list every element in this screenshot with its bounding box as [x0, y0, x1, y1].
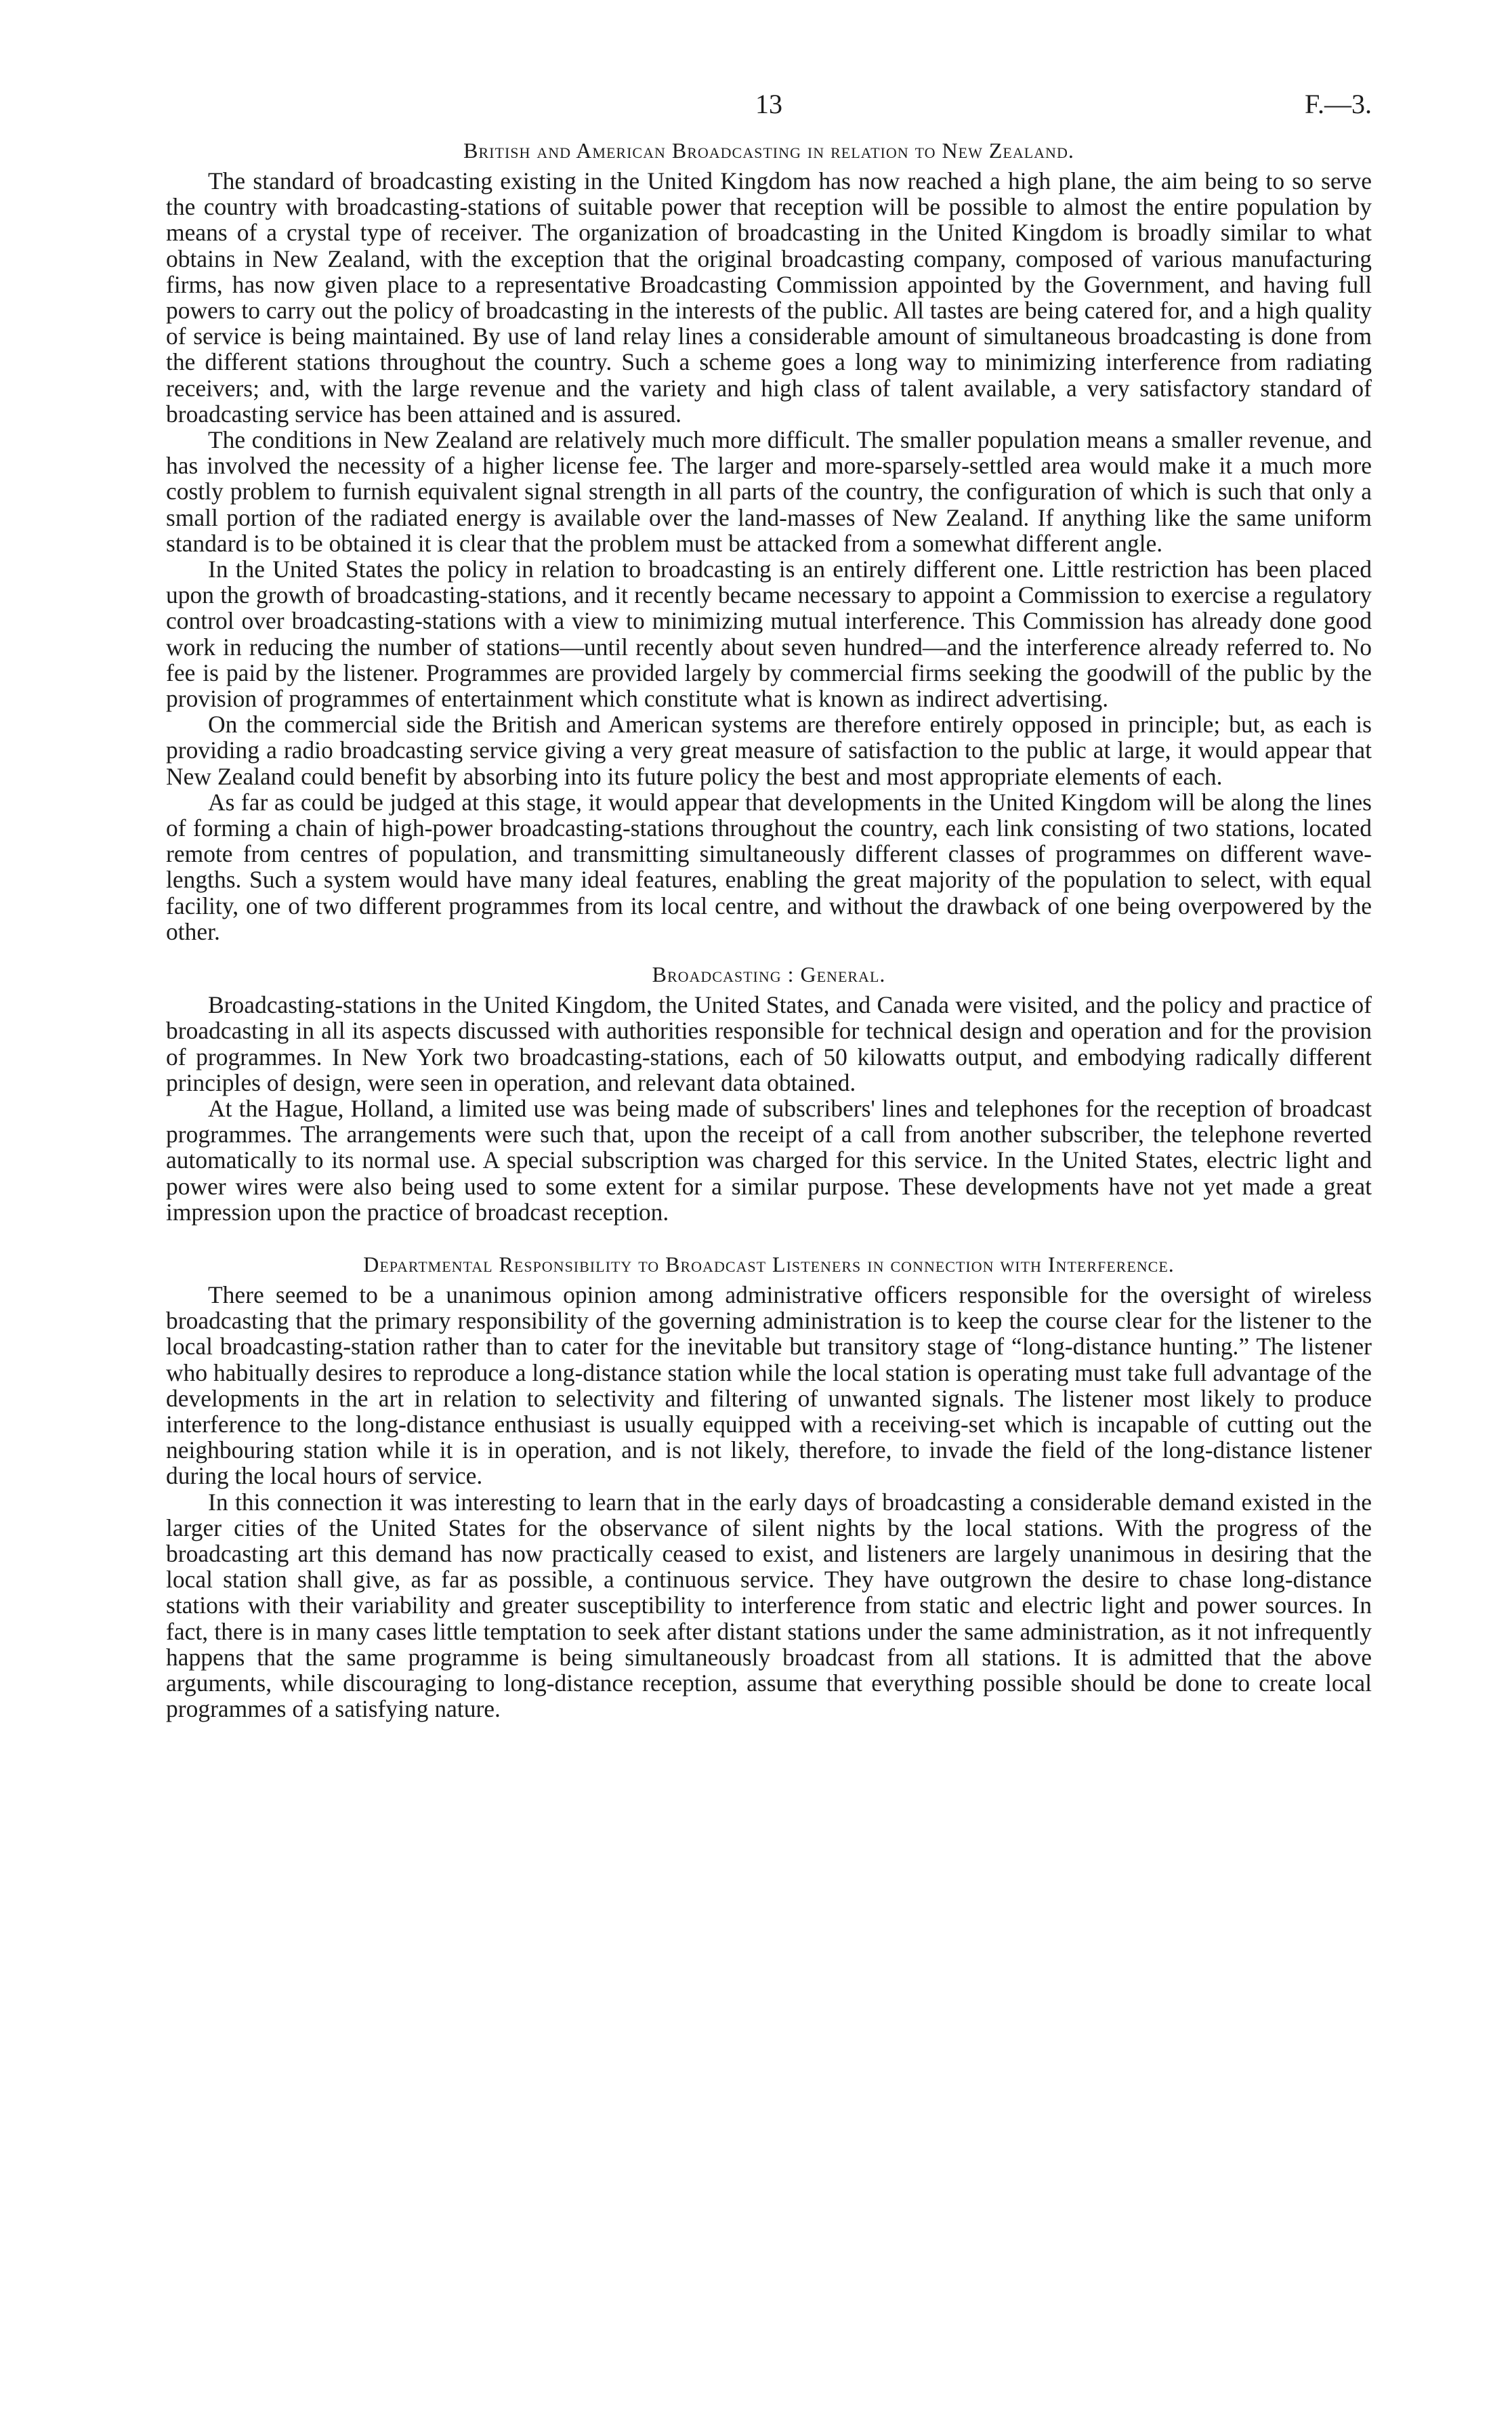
- document-page: [166, 88, 1372, 1722]
- paragraph: In the United States the policy in relation to broadcasting is an entirely different one. Little restriction has been placed upon the growth of broadcasting-stations, and it recently became necessary to appoint a Commission to exercise a regulatory control over broadcasting-stations with a view to minimizing mutual interference. This Commission has already done good work in reducing the number of stations—until recently about seven hundred—and the interference already referred to. No fee is paid by the listener. Programmes are provided largely by commercial firms seeking the goodwill of the public by the provision of programmes of entertainment which constitute what is known as indirect advertising.: [166, 556, 1372, 713]
- section-heading: Departmental Responsibility to Broadcast Listeners in connection with Interference.: [363, 1251, 1175, 1276]
- section-broadcasting-general: [166, 959, 1372, 1225]
- page-number: 13: [755, 89, 782, 119]
- section-heading: British and American Broadcasting in relation to New Zealand.: [463, 138, 1074, 163]
- paragraph: As far as could be judged at this stage, it would appear that developments in the United Kingdom will be along the lines of forming a chain of high-power broadcasting-stations throughout the country, each link consisting of two stations, located remote from centres of population, and transmitting simultaneously different classes of programmes on different wave-lengths. Such a system would have many ideal features, enabling the great majority of the population to select, with equal facility, one of two different programmes from its local centre, and without the drawback of one being overpowered by the other.: [166, 788, 1372, 945]
- paragraph: Broadcasting-stations in the United Kingdom, the United States, and Canada were visited, and the policy and practice of broadcasting in all its aspects discussed with authorities responsible for technical design and operation and for the provision of programmes. In New York two broadcasting-stations, each of 50 kilowatts output, and embodying radically different principles of design, were seen in operation, and relevant data obtained.: [166, 991, 1372, 1096]
- paragraph: At the Hague, Holland, a limited use was being made of subscribers' lines and telephones for the reception of broadcast programmes. The arrangements were such that, upon the receipt of a call from another subscriber, the telephone reverted automatically to its normal use. A special subscription was charged for this service. In the United States, electric light and power wires were also being used to some extent for a similar purpose. These developments have not yet made a great impression upon the practice of broadcast reception.: [166, 1094, 1372, 1226]
- section-departmental-responsibility: [166, 1249, 1372, 1722]
- section-heading: Broadcasting : General.: [652, 962, 886, 987]
- paragraph: The standard of broadcasting existing in the United Kingdom has now reached a high plane, the aim being to so serve the country with broadcasting-stations of suitable power that reception will be possible to almost the entire population by means of a crystal type of receiver. The organization of broadcasting in the United Kingdom is broadly similar to what obtains in New Zealand, with the exception that the original broadcasting company, composed of various manufacturing firms, has now given place to a representative Broadcasting Commission appointed by the Government, and having full powers to carry out the policy of broadcasting in the interests of the public. All tastes are being catered for, and a high quality of service is being maintained. By use of land relay lines a considerable amount of simultaneous broadcasting is done from the different stations throughout the country. Such a scheme goes a long way to minimizing interference from radiating receivers; and, with the large revenue and the variety and high class of talent available, a very satisfactory standard of broadcasting service has been attained and is assured.: [166, 167, 1372, 428]
- section-british-american-broadcasting: [166, 136, 1372, 944]
- page-header: [166, 88, 1372, 136]
- paragraph: There seemed to be a unanimous opinion among administrative officers responsible for the oversight of wireless broadcasting that the primary responsibility of the governing administration is to keep the course clear for the listener to the local broadcasting-station rather than to cater for the inevitable but transitory stage of “long-distance hunting.” The listener who habitually desires to reproduce a long-distance station while the local station is operating must take full advantage of the developments in the art in relation to selectivity and filtering of unwanted signals. The listener most likely to produce interference to the long-distance enthusiast is usually equipped with a receiving-set which is incapable of cutting out the neighbouring station while it is in operation, and is not likely, therefore, to invade the field of the long-distance listener during the local hours of service.: [166, 1281, 1372, 1490]
- paragraph: In this connection it was interesting to learn that in the early days of broadcasting a considerable demand existed in the larger cities of the United States for the observance of silent nights by the local stations. With the progress of the broadcasting art this demand has now practically ceased to exist, and listeners are largely unanimous in desiring that the local station shall give, as far as possible, a continuous service. They have outgrown the desire to chase long-distance stations with their variability and greater susceptibility to interference from static and electric light and power sources. In fact, there is in many cases little temptation to seek after distant stations under the same administration, as it not infrequently happens that the same programme is being simultaneously broadcast from all stations. It is admitted that the above arguments, while discouraging to long-distance reception, assume that everything possible should be done to create local programmes of a satisfying nature.: [166, 1488, 1372, 1723]
- paragraph: The conditions in New Zealand are relatively much more difficult. The smaller population means a smaller revenue, and has involved the necessity of a higher license fee. The larger and more-sparsely-settled area would make it a much more costly problem to furnish equivalent signal strength in all parts of the country, the configuration of which is such that only a small portion of the radiated energy is available over the land-masses of New Zealand. If anything like the same uniform standard is to be obtained it is clear that the problem must be attacked from a somewhat different angle.: [166, 426, 1372, 557]
- document-reference: F.—3.: [1304, 89, 1372, 119]
- paragraph: On the commercial side the British and American systems are therefore entirely opposed in principle; but, as each is providing a radio broadcasting service giving a very great measure of satisfaction to the public at large, it would appear that New Zealand could benefit by absorbing into its future policy the best and most appropriate elements of each.: [166, 711, 1372, 790]
